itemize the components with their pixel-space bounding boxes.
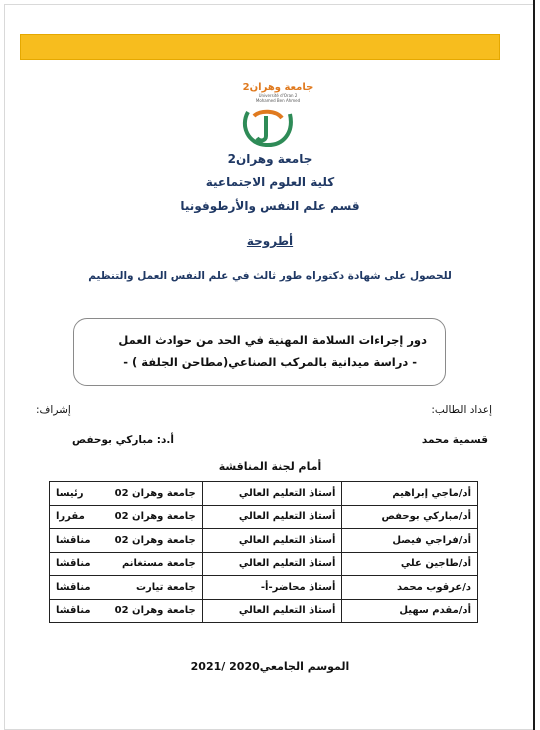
member-institution-cell [50, 482, 203, 506]
member-name: أد/ماجي إبراهيم [342, 482, 478, 506]
document-type: أطروحة [246, 234, 294, 248]
member-institution: جامعة وهران 02 [114, 487, 196, 499]
faculty-name: كلية العلوم الاجتماعية [205, 175, 335, 189]
logo-arabic-text: جامعة وهران2 [242, 82, 314, 93]
thesis-title-line-1: دور إجراءات السلامة المهنية في الحد من حوادث العمل [118, 333, 427, 347]
table-row [50, 576, 478, 600]
table-row [50, 599, 478, 623]
student-label: إعداد الطالب: [431, 404, 492, 416]
thesis-title-box [73, 318, 446, 386]
header-color-bar [20, 34, 500, 60]
member-rank: أستاذ التعليم العالي [202, 505, 342, 529]
member-role: مناقشا [56, 558, 91, 570]
table-row [50, 552, 478, 576]
member-institution: جامعة وهران 02 [114, 534, 196, 546]
member-name: أد/طاجين علي [342, 552, 478, 576]
member-role: رئيسا [56, 487, 84, 499]
member-name: أد/مقدم سهيل [342, 599, 478, 623]
member-rank: أستاذ التعليم العالي [202, 482, 342, 506]
supervisor-label: إشراف: [36, 404, 71, 416]
member-role: مناقشا [56, 581, 91, 593]
member-rank: أستاذ التعليم العالي [202, 529, 342, 553]
member-institution: جامعة وهران 02 [114, 605, 196, 617]
committee-title: أمام لجنة المناقشة [218, 460, 322, 473]
member-name: أد/فراجي فيصل [342, 529, 478, 553]
member-institution-cell [50, 529, 203, 553]
logo-french-text-2: Mohamed Ben Ahmed [255, 98, 301, 103]
degree-statement: للحصول على شهادة دكتوراه طور ثالث في علم النفس العمل والتنظيم [88, 270, 452, 282]
university-name: جامعة وهران2 [227, 152, 313, 166]
member-institution-cell [50, 576, 203, 600]
member-role: مناقشا [56, 534, 91, 546]
member-institution: جامعة مستغانم [121, 558, 196, 570]
university-logo [226, 76, 314, 148]
academic-season: الموسم الجامعي2020 /2021 [190, 660, 350, 673]
member-role: مناقشا [56, 605, 91, 617]
member-institution-cell [50, 599, 203, 623]
table-row [50, 482, 478, 506]
member-role: مقررا [56, 511, 85, 523]
member-rank: أستاذ التعليم العالي [202, 552, 342, 576]
logo-french-text: Université d'Oran 2 [258, 93, 298, 98]
member-name: أد/مباركي بوحفص [342, 505, 478, 529]
department-name: قسم علم النفس والأرطوفونيا [180, 199, 360, 213]
member-institution: جامعة وهران 02 [114, 511, 196, 523]
member-institution-cell [50, 552, 203, 576]
member-rank: أستاذ محاضر-أ- [202, 576, 342, 600]
table-row [50, 505, 478, 529]
supervisor-name: أ.د: مباركي بوحفص [72, 434, 174, 446]
member-institution-cell [50, 505, 203, 529]
member-name: د/عرقوب محمد [342, 576, 478, 600]
thesis-title-line-2: - دراسة ميدانية بالمركب الصناعي(مطاحن الجلفة ) - [123, 355, 417, 369]
page-edge-rule [533, 0, 535, 730]
student-name: قسمية محمد [421, 434, 488, 446]
committee-table [49, 481, 478, 623]
member-institution: جامعة تيارت [136, 581, 196, 593]
member-rank: أستاذ التعليم العالي [202, 599, 342, 623]
table-row [50, 529, 478, 553]
